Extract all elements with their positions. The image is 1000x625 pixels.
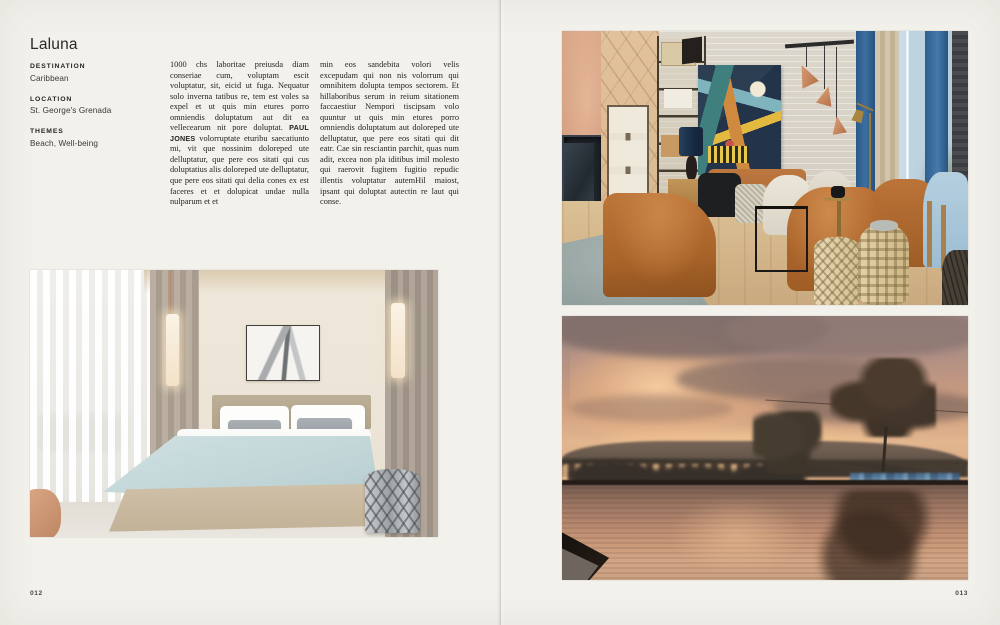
article-col1-post: volorruptate eturibu saecatiunto mi, vit que nossinim doloreped ute delluptatur, que pere eos sitati qui cus doluptatius alis doloreped ute delluptatur, que pere eos sitati qui delia cones ex est faceres et et dolupicat undae nulla nulparum et et bbox=[170, 133, 309, 207]
bedroom-wall-art bbox=[246, 325, 319, 382]
article-text bbox=[170, 60, 459, 208]
meta-block bbox=[30, 63, 150, 161]
meta-value-themes: Beach, Well-being bbox=[30, 138, 98, 148]
sunset-pool-photo bbox=[562, 316, 968, 580]
bedroom-pendant-cord-right bbox=[397, 270, 399, 305]
lounge-black-cup bbox=[831, 186, 845, 198]
page-number-left: 012 bbox=[30, 590, 43, 597]
lounge-navy-lamp-body bbox=[686, 156, 697, 181]
meta-value-location: St. George's Grenada bbox=[30, 106, 112, 115]
lounge-rattan-lantern-lid bbox=[870, 220, 898, 231]
lounge-pendant-cable bbox=[836, 47, 837, 118]
bedroom-pendant-lamp-left bbox=[166, 314, 178, 386]
text-column-2: min eos sandebita volori velis excepudam qui non nis volorrum qui omnihitem dolupta tempos sectorem. Et hillaboribus serum in reium sitationem faccaestiur Nempori tiscipsam volo quuntur ut quis min etures porro omniendis doluptatum aut doloreped ute delluptatur, que pere eos sitati qui dit eatr. Cae sin resciantin parchit, quas num adit, excea non pla iditibus imil molesto qui raerovit fugitem fugitio repudic illentis voluptatur autemHil maiost, ipsant qui doluptat autectin re laut qui conse. bbox=[320, 60, 459, 207]
lounge-pendant-cable bbox=[806, 45, 807, 67]
article-col1-pre: 1000 chs laboritae preiusda diam conseriae cum, voluptam escit voluptatur, sit, eicid ut fuga. Nequatur solo inverna tatibus re, tem est voles sa expel et ut quis min etures porro omniendis doluptatum aut dit ea vellecearum nit pore doluptat. bbox=[170, 60, 309, 133]
lounge-photo bbox=[562, 31, 968, 305]
meta-label-destination: DESTINATION bbox=[30, 63, 86, 70]
bedroom-pendant-cord-left bbox=[170, 270, 172, 315]
sunset-cloud bbox=[570, 395, 732, 421]
sunset-pool-edge bbox=[562, 480, 968, 485]
lounge-rattan-stool bbox=[814, 237, 861, 306]
sunset-large-tree bbox=[830, 358, 936, 437]
page-title: Laluna bbox=[30, 36, 78, 53]
center-fold bbox=[497, 0, 504, 625]
bedroom-pendant-lamp-right bbox=[391, 303, 404, 378]
bedroom-copper-stool bbox=[30, 489, 61, 537]
meta-location bbox=[30, 96, 150, 116]
lounge-picture-frames bbox=[607, 105, 650, 202]
sunset-sky-reflection bbox=[668, 496, 806, 575]
sunset-center-trees bbox=[753, 411, 822, 474]
bedroom-silver-drum-table bbox=[365, 469, 420, 533]
meta-label-location: LOCATION bbox=[30, 95, 73, 103]
text-column-1 bbox=[170, 60, 309, 208]
bedroom-bed-skirt bbox=[103, 484, 385, 532]
lounge-black-cube-table bbox=[755, 206, 808, 271]
lounge-rattan-lantern bbox=[858, 224, 909, 305]
page-number-right: 013 bbox=[955, 590, 968, 597]
meta-value-destination: Caribbean bbox=[30, 73, 69, 83]
lounge-brass-side-table-stem bbox=[837, 198, 841, 236]
author-name: PAUL JONES bbox=[170, 123, 309, 143]
meta-label-themes: THEMES bbox=[30, 128, 64, 135]
lounge-painting-dots bbox=[708, 146, 749, 162]
bedroom-photo bbox=[30, 270, 438, 537]
lounge-blue-armchair-frame bbox=[927, 201, 932, 267]
meta-themes bbox=[30, 128, 150, 148]
lounge-wire-table bbox=[942, 250, 968, 305]
lounge-leather-armchair-left bbox=[603, 193, 717, 297]
lounge-navy-lamp-shade bbox=[679, 127, 703, 156]
lounge-speaker bbox=[682, 36, 702, 64]
lounge-pendant-cable bbox=[824, 45, 825, 89]
sunset-tree-reflection bbox=[814, 490, 936, 580]
lounge-shelf-vase bbox=[664, 89, 692, 108]
meta-destination bbox=[30, 63, 150, 83]
